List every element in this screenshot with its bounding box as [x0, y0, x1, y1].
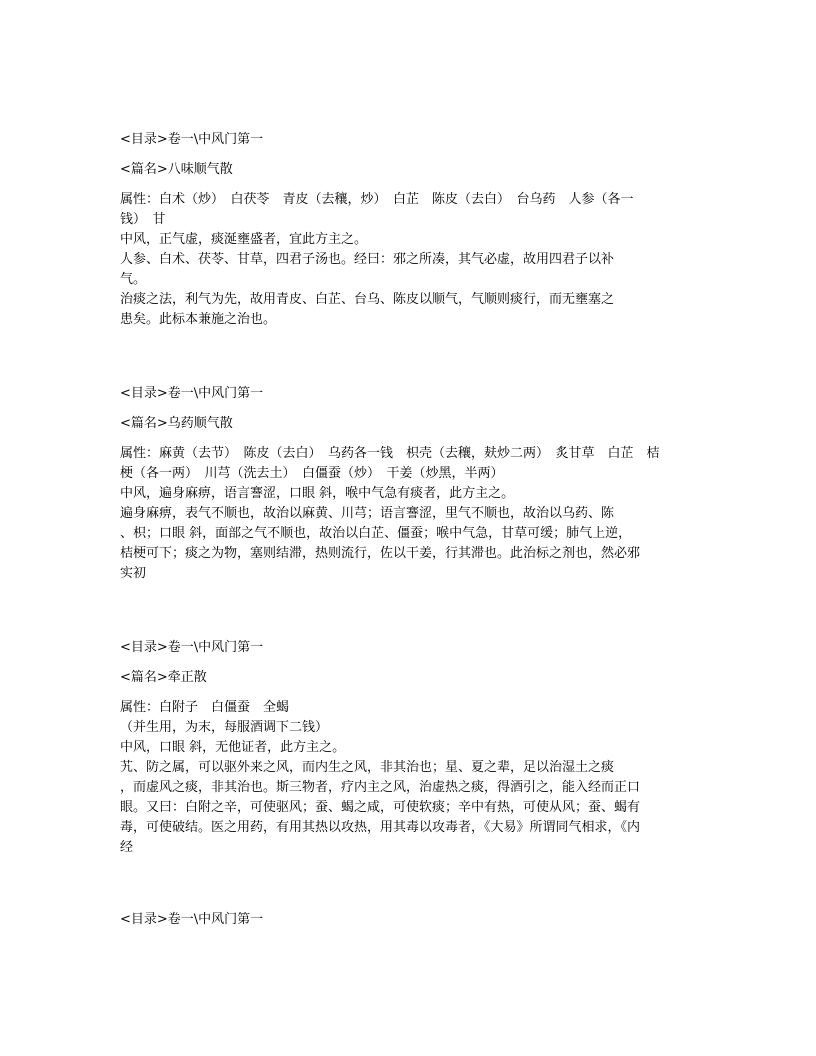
- entry-title: <篇名>乌药顺气散: [120, 416, 233, 431]
- catalog-heading: <目录>卷一\中风门第一: [120, 912, 264, 927]
- text-line: 实初: [120, 566, 147, 581]
- catalog-heading: <目录>卷一\中风门第一: [120, 386, 264, 401]
- entry-wuyao-shunqi-san: [120, 384, 692, 584]
- text-line: 患矣。此标本兼施之治也。: [120, 312, 277, 327]
- text-line: 治痰之法，利气为先，故用青皮、白芷、台乌、陈皮以顺气，气顺则痰行，而无壅塞之: [120, 292, 615, 307]
- entry-title: <篇名>牵正散: [120, 670, 207, 685]
- entry-title: <篇名>八味顺气散: [120, 162, 233, 177]
- text-line: 毒，可使破结。医之用药，有用其热以攻热，用其毒以攻毒者，《大易》所谓同气相求，《内: [120, 820, 641, 835]
- text-line: 属性：白附子 白僵蚕 全蝎: [120, 700, 290, 715]
- text-line: 人参、白术、茯苓、甘草，四君子汤也。经曰：邪之所凑，其气必虚，故用四君子以补: [120, 252, 615, 267]
- catalog-heading: <目录>卷一\中风门第一: [120, 132, 264, 147]
- text-line: 属性：麻黄（去节） 陈皮（去白） 乌药各一钱 枳壳（去穰，麸炒二两） 炙甘草 白芷 桔: [120, 446, 660, 461]
- text-line: ，而虚风之痰，非其治也。斯三物者，疗内主之风，治虚热之痰，得酒引之，能入经而正口: [120, 780, 641, 795]
- text-line: 中风，口眼 斜，无他证者，此方主之。: [120, 740, 346, 755]
- text-line: 、枳；口眼 斜，面部之气不顺也，故治以白芷、僵蚕；喉中气急，甘草可缓；肺气上逆，: [120, 526, 632, 541]
- text-line: 眼。又曰：白附之辛，可使驱风；蚕、蝎之咸，可使软痰；辛中有热，可使从风；蚕、蝎有: [120, 800, 641, 815]
- text-line: 桔梗可下；痰之为物，塞则结滞，热则流行，佐以干姜，行其滞也。此治标之剂也，然必邪: [120, 546, 641, 561]
- text-line: 中风，正气虚，痰涎壅盛者，宜此方主之。: [120, 232, 368, 247]
- text-line: 艽、防之属，可以驱外来之风，而内生之风，非其治也；星、夏之辈，足以治湿土之痰: [120, 760, 615, 775]
- text-line: 遍身麻痹，表气不顺也，故治以麻黄、川芎；语言謇涩，里气不顺也，故治以乌药、陈: [120, 506, 615, 521]
- text-line: 气。: [120, 272, 147, 287]
- entry-next: [120, 910, 692, 930]
- text-line: 中风，遍身麻痹，语言謇涩，口眼 斜，喉中气急有痰者，此方主之。: [120, 486, 515, 501]
- text-line: 梗（各一两） 川芎（洗去土） 白僵蚕（炒） 干姜（炒黑，半两）: [120, 466, 504, 481]
- catalog-heading: <目录>卷一\中风门第一: [120, 640, 264, 655]
- entry-qianzheng-san: [120, 638, 692, 858]
- text-line: 属性：白术（炒） 白茯苓 青皮（去穰，炒） 白芷 陈皮（去白） 台乌药 人参（各一: [120, 192, 634, 207]
- text-line: （并生用，为末，每服酒调下二钱）: [120, 720, 329, 735]
- text-line: 钱） 甘: [120, 212, 166, 227]
- text-line: 经: [120, 840, 134, 855]
- entry-bawei-shunqi-san: [120, 130, 692, 330]
